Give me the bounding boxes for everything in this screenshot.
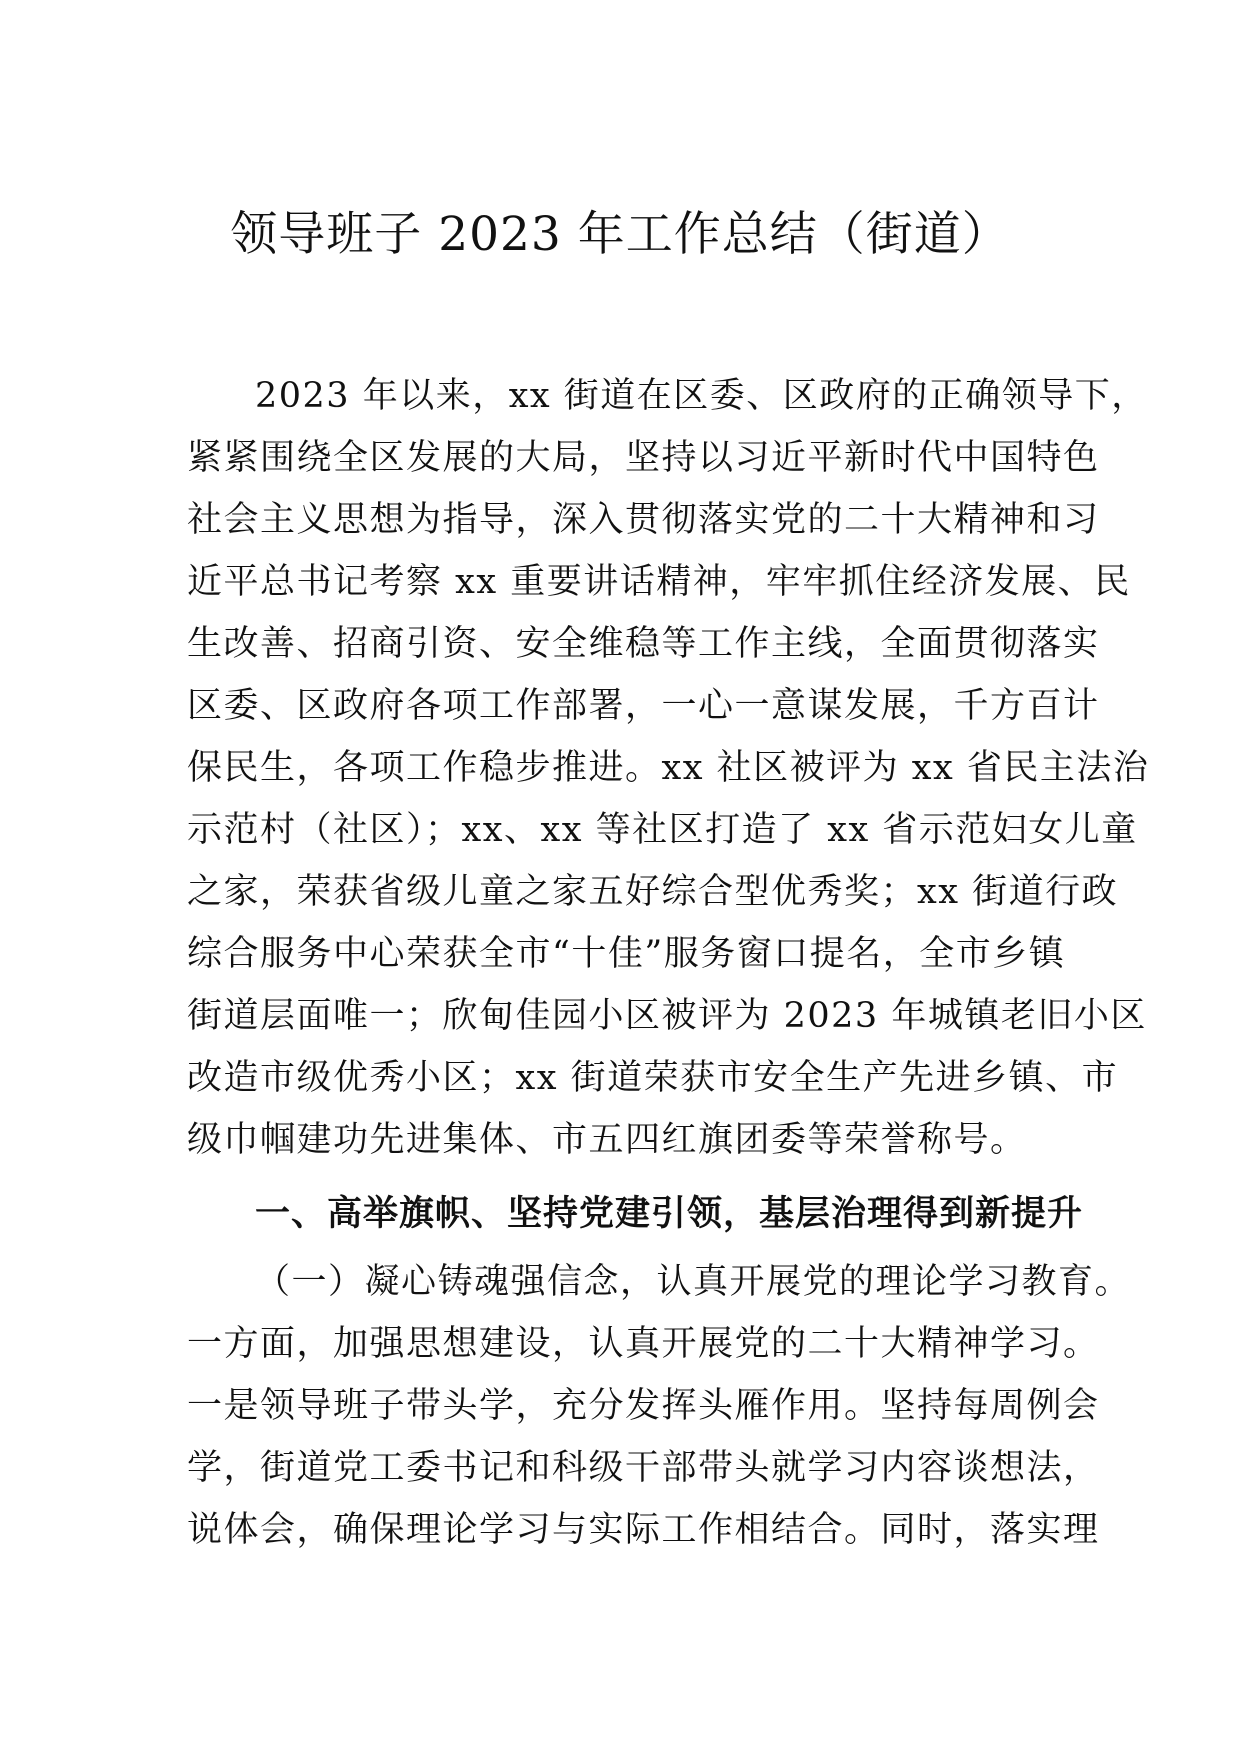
body-line: 生改善、招商引资、安全维稳等工作主线，全面贯彻落实 [187, 624, 1100, 664]
body-line: 之家，荣获省级儿童之家五好综合型优秀奖；xx 街道行政 [187, 872, 1119, 912]
section-heading: 一、高举旗帜、坚持党建引领，基层治理得到新提升 [255, 1194, 1084, 1234]
body-line: 一是领导班子带头学，充分发挥头雁作用。坚持每周例会 [187, 1386, 1100, 1426]
body-line: 说体会，确保理论学习与实际工作相结合。同时，落实理 [187, 1510, 1100, 1550]
body-line: 保民生，各项工作稳步推进。xx 社区被评为 xx 省民主法治 [187, 748, 1150, 788]
body-line: 街道层面唯一；欣甸佳园小区被评为 2023 年城镇老旧小区 [187, 996, 1147, 1036]
body-line: 级巾帼建功先进集体、市五四红旗团委等荣誉称号。 [187, 1120, 1027, 1160]
body-line: 近平总书记考察 xx 重要讲话精神，牢牢抓住经济发展、民 [187, 562, 1131, 602]
subsection-line: （一）凝心铸魂强信念，认真开展党的理论学习教育。 [255, 1262, 1132, 1302]
body-line: 改造市级优秀小区；xx 街道荣获市安全生产先进乡镇、市 [187, 1058, 1119, 1098]
body-line: 2023 年以来，xx 街道在区委、区政府的正确领导下， [255, 376, 1148, 416]
body-line: 学，街道党工委书记和科级干部带头就学习内容谈想法， [187, 1448, 1100, 1488]
body-line: 示范村（社区）；xx、xx 等社区打造了 xx 省示范妇女儿童 [187, 810, 1138, 850]
body-line: 一方面，加强思想建设，认真开展党的二十大精神学习。 [187, 1324, 1100, 1364]
body-line: 社会主义思想为指导，深入贯彻落实党的二十大精神和习 [187, 500, 1100, 540]
document-title: 领导班子 2023 年工作总结（街道） [230, 207, 1010, 262]
body-line: 区委、区政府各项工作部署，一心一意谋发展，千方百计 [187, 686, 1100, 726]
body-line: 综合服务中心荣获全市“十佳”服务窗口提名，全市乡镇 [187, 934, 1066, 974]
body-line: 紧紧围绕全区发展的大局，坚持以习近平新时代中国特色 [187, 438, 1100, 478]
